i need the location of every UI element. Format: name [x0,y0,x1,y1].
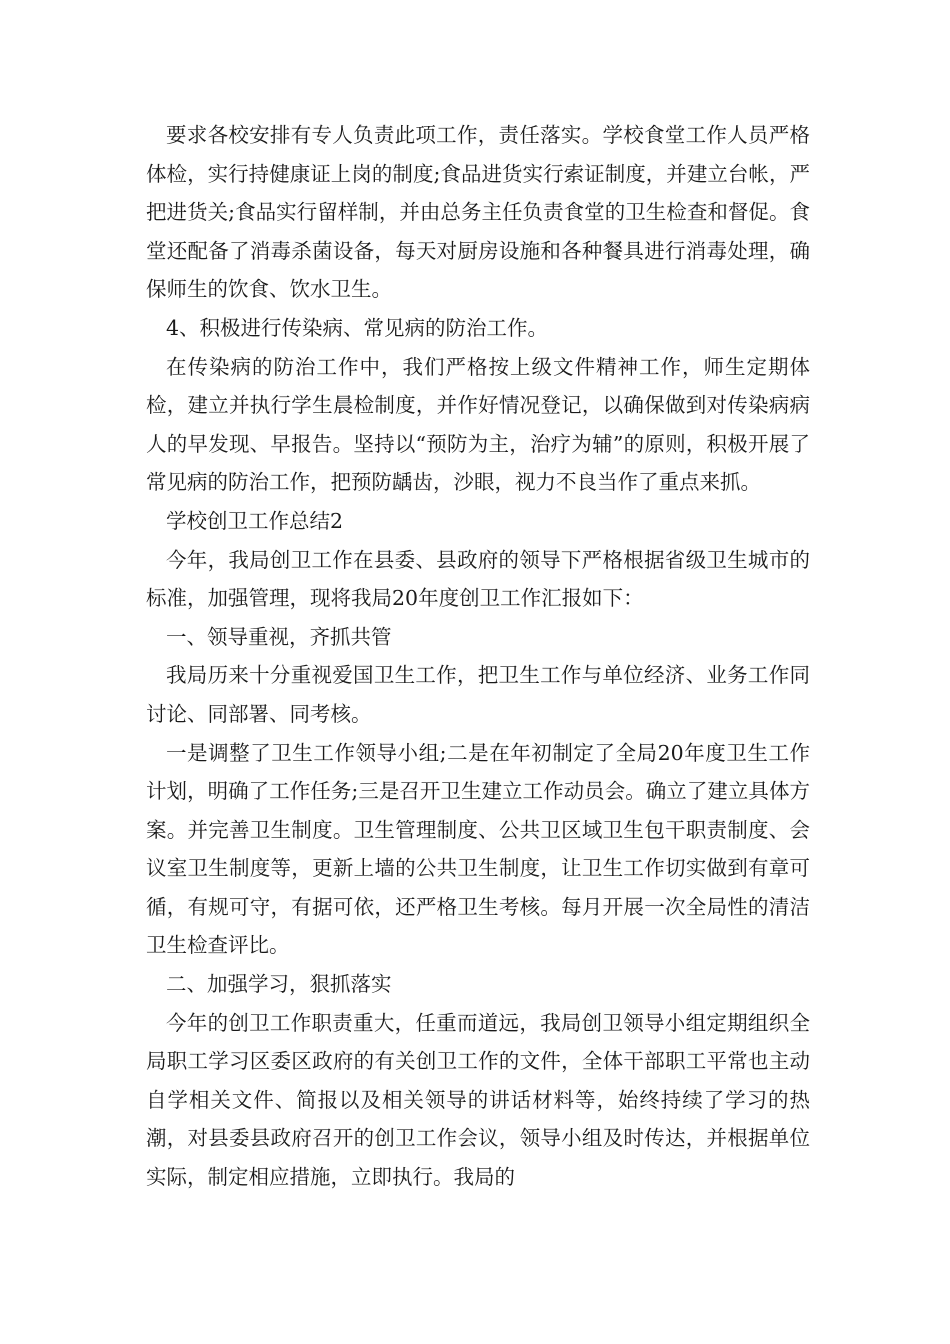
document-title-summary-2: 学校创卫工作总结2 [166,508,344,533]
paragraph-measures: 一是调整了卫生工作领导小组;二是在年初制定了全局20年度卫生工作计划，明确了工作任务;三是召开卫生建立工作动员会。确立了建立具体方案。并完善卫生制度。卫生管理制度、公共卫区域卫生包干职责制度、会议室卫生制度等，更新上墙的公共卫生制度，让卫生工作切实做到有章可循，有规可守，有据可依，还严格卫生考核。每月开展一次全局性的清洁卫生检查评比。 [146,740,810,958]
section-heading-disease-prevention: 4、积极进行传染病、常见病的防治工作。 [166,315,549,340]
paragraph-leadership: 我局历来十分重视爱国卫生工作，把卫生工作与单位经济、业务工作同讨论、同部署、同考核。 [146,663,810,726]
section-heading-study: 二、加强学习，狠抓落实 [166,972,392,997]
paragraph-canteen-hygiene: 要求各校安排有专人负责此项工作，责任落实。学校食堂工作人员严格体检，实行持健康证上岗的制度;食品进货实行索证制度，并建立台帐，严把进货关;食品实行留样制，并由总务主任负责食堂的卫生检查和督促。食堂还配备了消毒杀菌设备，每天对厨房设施和各种餐具进行消毒处理，确保师生的饮食、饮水卫生。 [146,123,810,302]
document-body [146,116,810,1197]
section-heading-leadership: 一、领导重视，齐抓共管 [166,624,392,649]
paragraph-disease-prevention: 在传染病的防治工作中，我们严格按上级文件精神工作，师生定期体检，建立并执行学生晨检制度，并作好情况登记，以确保做到对传染病病人的早发现、早报告。坚持以“预防为主，治疗为辅”的原则，积极开展了常见病的防治工作，把预防龋齿，沙眼，视力不良当作了重点来抓。 [146,354,810,495]
paragraph-intro: 今年，我局创卫工作在县委、县政府的领导下严格根据省级卫生城市的标准，加强管理，现将我局20年度创卫工作汇报如下： [146,547,810,611]
paragraph-study: 今年的创卫工作职责重大，任重而道远，我局创卫领导小组定期组织全局职工学习区委区政府的有关创卫工作的文件，全体干部职工平常也主动自学相关文件、简报以及相关领导的讲话材料等，始终持续了学习的热潮，对县委县政府召开的创卫工作会议，领导小组及时传达，并根据单位实际，制定相应措施，立即执行。我局的 [146,1010,810,1190]
